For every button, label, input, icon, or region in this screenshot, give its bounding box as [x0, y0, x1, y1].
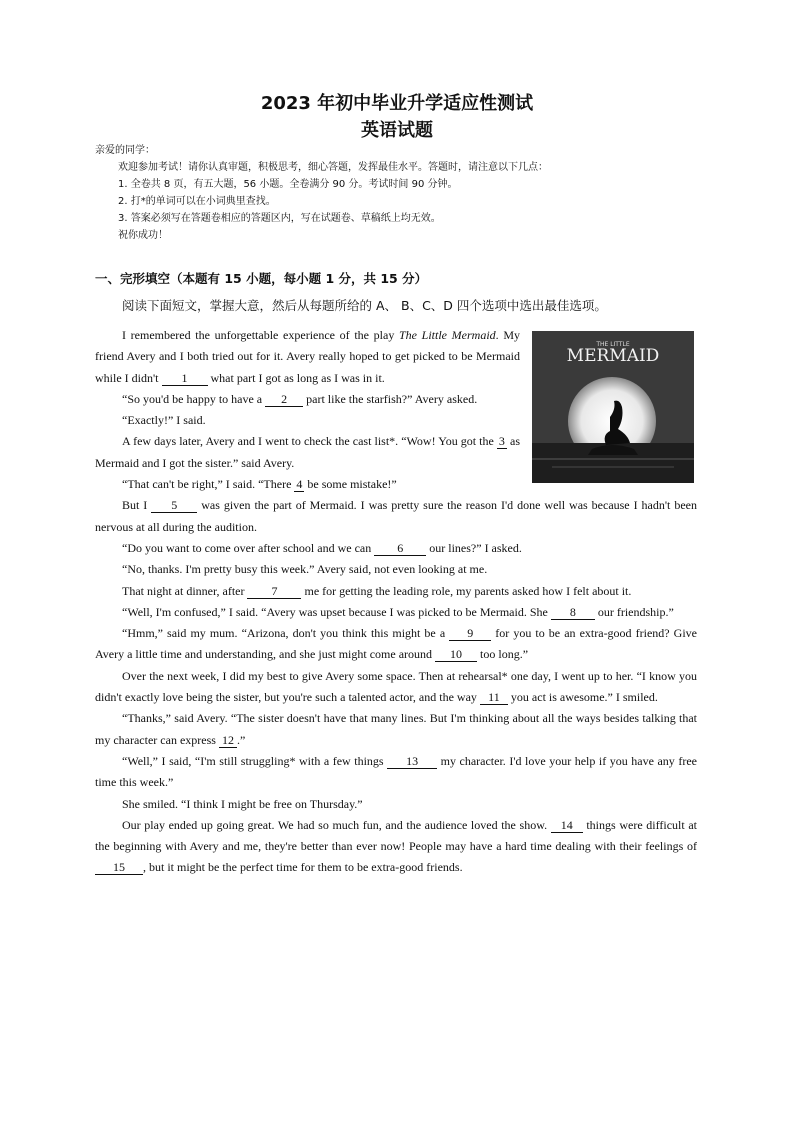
- paragraph: She smiled. “I think I might be free on Thursday.”: [122, 796, 363, 811]
- blank-7: 7: [247, 585, 301, 599]
- blank-3: 3: [498, 434, 505, 449]
- blank-12: 12: [219, 734, 237, 748]
- paragraph: “So you'd be happy to have a 2 part like the starfish?” Avery asked.: [122, 391, 478, 406]
- blank-11: 11: [480, 691, 508, 705]
- paragraph: I remembered the unforgettable experience of the play The Little Mermaid. My friend Avery and I both tried out for it. Avery really hoped to get picked to be Mermaid while I didn't 1 what part I got as long as I was in it.: [95, 328, 521, 385]
- instruction-item: 2. 打*的单词可以在小词典里查找。: [118, 196, 276, 207]
- paragraph: Over the next week, I did my best to give Avery some space. Then at rehearsal* one day, I went up to her. “I know you didn't exactly love being the sister, but you're such a talented actor, and the way 11 you act is awesome.” I smiled.: [95, 668, 697, 705]
- closing-text: 祝你成功！: [118, 230, 168, 241]
- instruction-item: 3. 答案必须写在答题卷相应的答题区内，写在试题卷、草稿纸上均无效。: [118, 213, 441, 224]
- paragraph: “No, thanks. I'm pretty busy this week.” Avery said, not even looking at me.: [122, 562, 488, 577]
- exam-title: 2023 年初中毕业升学适应性测试: [260, 93, 534, 114]
- exam-subtitle: 英语试题: [361, 120, 433, 141]
- paragraph: “Thanks,” said Avery. “The sister doesn't have that many lines. But I'm thinking about all the ways besides talking that my character can express 12 .”: [95, 711, 697, 747]
- cloze-passage: [95, 325, 697, 879]
- paragraph: “Well, I'm confused,” I said. “Avery was upset because I was picked to be Mermaid. She 8 our friendship.”: [122, 604, 674, 619]
- blank-2: 2: [265, 393, 303, 407]
- poster-caption-main: MERMAID: [566, 346, 660, 366]
- paragraph: “Hmm,” said my mum. “Arizona, don't you think this might be a 9 for you to be an extra-good friend? Give Avery a little time and understanding, and she just might come around 10 too long.”: [95, 626, 697, 662]
- blank-5: 5: [151, 499, 197, 513]
- instruction-item: 1. 全卷共 8 页，有五大题，56 小题。全卷满分 90 分。考试时间 90 分钟。: [118, 179, 458, 190]
- blank-6: 6: [374, 542, 426, 556]
- blank-15: 15: [95, 861, 143, 875]
- paragraph: “That can't be right,” I said. “There 4 be some mistake!”: [122, 477, 397, 492]
- blank-13: 13: [387, 755, 437, 769]
- blank-9: 9: [449, 627, 491, 641]
- paragraph: A few days later, Avery and I went to check the cast list*. “Wow! You got the 3 as Mermaid and I got the sister.” said Avery.: [95, 434, 520, 470]
- blank-4: 4: [296, 477, 303, 492]
- paragraph: Our play ended up going great. We had so much fun, and the audience loved the show. 14 things were difficult at the beginning with Avery and me, they're better than ever now! People may have a hard time dealing with their feelings of 15 , but it might be the perfect time for them to be extra-good friends.: [95, 817, 698, 875]
- paragraph: But I 5 was given the part of Mermaid. I was pretty sure the reason I'd done well was because I hadn't been nervous at all during the audition.: [95, 498, 697, 534]
- welcome-text: 欢迎参加考试！请你认真审题，积极思考，细心答题，发挥最佳水平。答题时，请注意以下几点：: [118, 162, 548, 173]
- paragraph: “Exactly!” I said.: [122, 413, 206, 428]
- greeting: 亲爱的同学：: [95, 145, 155, 156]
- blank-8: 8: [551, 606, 595, 620]
- section-direction: 阅读下面短文，掌握大意，然后从每题所给的 A、 B、C、D 四个选项中选出最佳选项。: [122, 298, 607, 313]
- paragraph: “Well,” I said, “I'm still struggling* with a few things 13 my character. I'd love your help if you have any free time this week.”: [95, 753, 697, 790]
- poster-caption-top: THE LITTLE: [596, 341, 630, 348]
- play-title: The Little Mermaid: [399, 328, 496, 342]
- blank-1: 1: [162, 372, 208, 386]
- blank-14: 14: [551, 819, 583, 833]
- section-heading: 一、完形填空（本题有 15 小题，每小题 1 分，共 15 分）: [95, 271, 428, 286]
- paragraph: “Do you want to come over after school and we can 6 our lines?” I asked.: [122, 540, 522, 555]
- blank-10: 10: [435, 648, 477, 662]
- paragraph: That night at dinner, after 7 me for getting the leading role, my parents asked how I felt about it.: [122, 583, 632, 598]
